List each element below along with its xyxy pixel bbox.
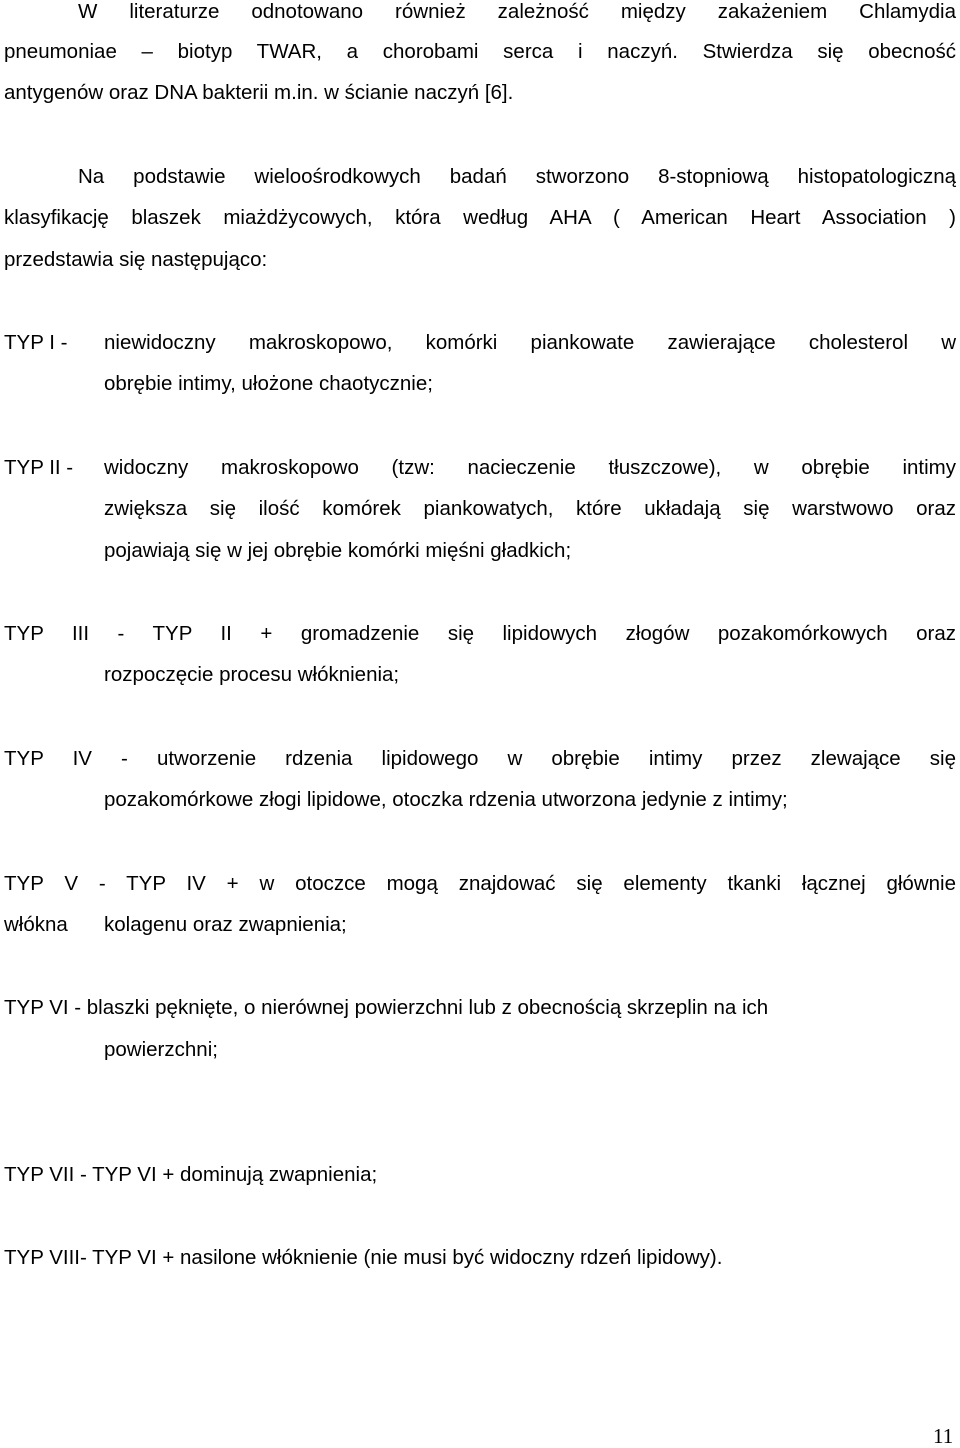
type-2-label: TYP II - [4, 456, 74, 479]
type-6-line-2: powierzchni; [104, 1038, 218, 1061]
type-1-line-1: niewidoczny makroskopowo, komórki piankowate zawierające cholesterol w [104, 331, 956, 354]
type-3-line-2: rozpoczęcie procesu włóknienia; [104, 663, 400, 686]
type-5-line-2: kolagenu oraz zwapnienia; [104, 913, 347, 936]
type-6-line-1: TYP VI - blaszki pęknięte, o nierównej powierzchni lub z obecnością skrzeplin na ich [4, 996, 769, 1019]
type-2-line-1: widoczny makroskopowo (tzw: nacieczenie tłuszczowe), w obrębie intimy [104, 456, 956, 479]
type-4-line-1: TYP IV - utworzenie rdzenia lipidowego w obrębie intimy przez zlewające się [4, 747, 956, 770]
type-5-label-cont: włókna [4, 913, 68, 936]
type-3-line-1: TYP III - TYP II + gromadzenie się lipidowych złogów pozakomórkowych oraz [4, 622, 956, 645]
aha-line-2: klasyfikację blaszek miażdżycowych, która według AHA ( American Heart Association ) [4, 206, 956, 229]
page-number: 11 [933, 1424, 954, 1448]
intro-line-1: W literaturze odnotowano również zależność między zakażeniem Chlamydia [78, 0, 956, 23]
type-1-label: TYP I - [4, 331, 68, 354]
type-2-line-2: zwiększa się ilość komórek piankowatych, które układają się warstwowo oraz [104, 497, 956, 520]
aha-line-3: przedstawia się następująco: [4, 248, 268, 271]
type-1-line-2: obrębie intimy, ułożone chaotycznie; [104, 372, 433, 395]
type-7-line-1: TYP VII - TYP VI + dominują zwapnienia; [4, 1163, 378, 1186]
intro-line-3: antygenów oraz DNA bakterii m.in. w ścianie naczyń [6]. [4, 81, 514, 104]
type-4-line-2: pozakomórkowe złogi lipidowe, otoczka rdzenia utworzona jedynie z intimy; [104, 788, 788, 811]
type-2-line-3: pojawiają się w jej obrębie komórki mięśni gładkich; [104, 539, 572, 562]
intro-line-2: pneumoniae – biotyp TWAR, a chorobami serca i naczyń. Stwierdza się obecność [4, 40, 956, 63]
type-8-line-1: TYP VIII- TYP VI + nasilone włóknienie (nie musi być widoczny rdzeń lipidowy). [4, 1246, 723, 1269]
aha-line-1: Na podstawie wieloośrodkowych badań stworzono 8-stopniową histopatologiczną [78, 165, 956, 188]
type-5-line-1: TYP V - TYP IV + w otoczce mogą znajdować się elementy tkanki łącznej głównie [4, 872, 956, 895]
